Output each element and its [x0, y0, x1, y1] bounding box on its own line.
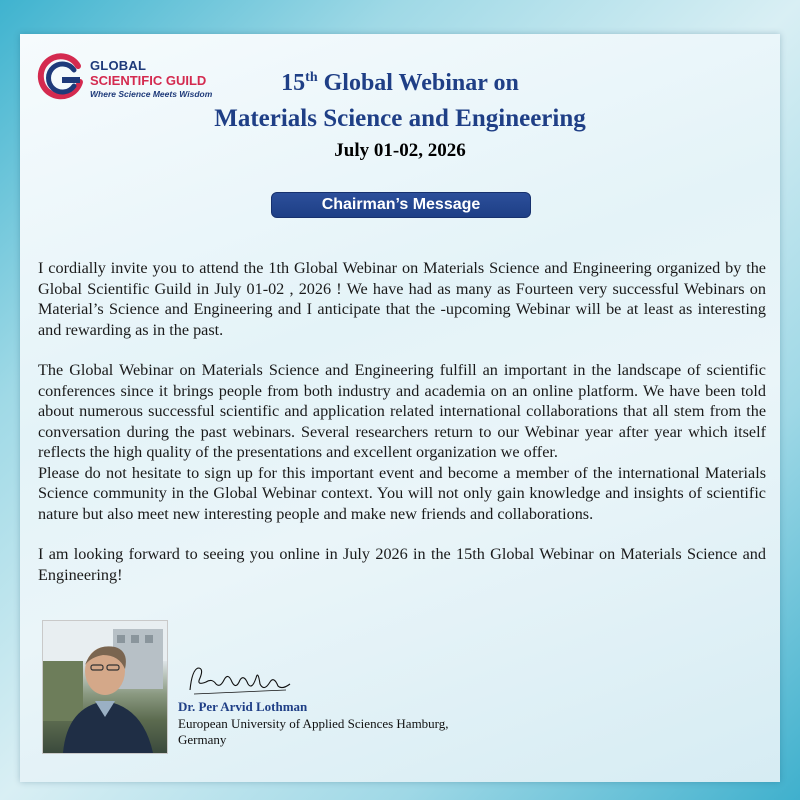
- message-paragraph: I cordially invite you to attend the 1th Global Webinar on Materials Science and Engineering organized by the Global Scientific Guild in July 01-02 , 2026 ! We have had as many as Fourteen very successful Webinars on Material’s Science and Engineering and I anticipate that the -upcoming Webinar will be at least as interesting and rewarding as in the past.: [38, 259, 766, 339]
- message-paragraph: Please do not hesitate to sign up for this important event and become a member of the international Materials Science community in the Global Webinar context. You will not only gain knowledge and insights of scientific nature but also meet new interesting people and make new friends and collaborations.: [38, 463, 766, 523]
- logo-tagline: Where Science Meets Wisdom: [90, 89, 213, 99]
- event-title-line2: Materials Science and Engineering: [214, 105, 586, 132]
- event-title-line1: [0, 70, 800, 97]
- chairman-photo: [42, 620, 168, 754]
- signer-affiliation: [178, 716, 449, 748]
- affiliation-line2: Germany: [178, 732, 227, 747]
- title-rest: Global Webinar on: [317, 70, 519, 96]
- portrait-image: [43, 621, 167, 753]
- affiliation-line1: European University of Applied Sciences Hamburg,: [178, 716, 449, 731]
- message-body: [38, 258, 766, 585]
- logo-line1: GLOBAL: [90, 58, 147, 73]
- logo-line2: SCIENTIFIC GUILD: [90, 73, 207, 88]
- edition-number: 15: [281, 70, 306, 96]
- handwritten-signature: [186, 660, 298, 698]
- section-label-badge: Chairman’s Message: [271, 192, 531, 218]
- event-dates: July 01-02, 2026: [334, 140, 466, 161]
- edition-suffix: th: [305, 70, 318, 85]
- message-paragraph: I am looking forward to seeing you online in July 2026 in the 15th Global Webinar on Materials Science and Engineering!: [38, 545, 766, 584]
- signer-name: Dr. Per Arvid Lothman: [178, 699, 308, 714]
- message-paragraph: The Global Webinar on Materials Science and Engineering fulfill an important in the landscape of scientific conferences since it brings people from both industry and academia on an online platform. We have been told about numerous successful scientific and application related international collaborations that all stem from the conversation during the past webinars. Several researchers return to our Webinar year after year which itself reflects the high quality of the presentations and excellent organization we offer.: [38, 361, 766, 461]
